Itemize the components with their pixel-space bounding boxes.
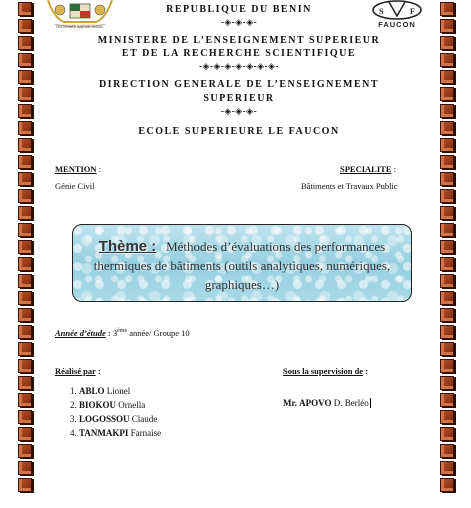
annee-label: Année d’étude [55,328,106,338]
supervisor-first-name: D. Berléo [333,398,369,408]
brick-ornament [18,121,32,135]
list-item [70,398,161,412]
direction-separator: -◈-◈-◈- [220,106,258,116]
brick-ornament [440,223,454,237]
supervisor-name [283,398,371,408]
student-last-name: BIOKOU [79,400,117,410]
brick-ornament [440,291,454,305]
brick-ornament [440,121,454,135]
brick-ornament [440,257,454,271]
coat-of-arms-motto: FRATERNITE JUSTICE TRAVAIL [56,25,104,29]
student-number: 4. [70,428,77,438]
brick-ornament [440,359,454,373]
theme-text: Méthodes d’évaluations des performances thermiques de bâtiments (outils analytiques, numériques, graphiques…) [93,239,391,292]
country-separator: -◈-◈-◈- [220,17,258,27]
supervision-label: Sous la supervision de [283,366,364,376]
realise-label: Réalisé par [55,366,96,376]
brick-ornament [440,206,454,220]
brick-ornament [18,359,32,373]
brick-ornament [440,19,454,33]
brick-ornament [440,240,454,254]
student-first-name: Lionel [106,386,131,396]
brick-ornament [18,53,32,67]
brick-ornament [18,291,32,305]
list-item [70,384,161,398]
brick-ornament [18,274,32,288]
student-last-name: TANMAKPI [79,428,129,438]
mention-heading [55,164,101,174]
ministry-line-1: MINISTERE DE L’ENSEIGNEMENT SUPERIEUR [97,35,381,46]
list-item [70,412,161,426]
annee-num: 3 [112,328,118,338]
text-cursor [370,398,371,408]
brick-ornament [440,36,454,50]
brick-ornament [440,87,454,101]
student-first-name: Farnaise [130,428,162,438]
brick-ornament [18,36,32,50]
brick-ornament [18,104,32,118]
brick-ornament [18,393,32,407]
brick-ornament [18,155,32,169]
ministry-separator: -◈-◈-◈-◈-◈-◈-◈- [199,61,279,71]
mention-label: MENTION [55,164,97,174]
brick-ornament [440,478,454,492]
brick-ornament [440,393,454,407]
logo-name: FAUCON [378,20,416,29]
school-name: ECOLE SUPERIEURE LE FAUCON [138,126,340,137]
student-number: 3. [70,414,77,424]
realise-heading [55,366,101,376]
brick-ornament [440,172,454,186]
student-first-name: Ornella [118,400,146,410]
brick-ornament [18,342,32,356]
brick-ornament [18,189,32,203]
brick-ornament [18,427,32,441]
brick-ornament [440,274,454,288]
theme-box [72,224,412,302]
brick-ornament [440,104,454,118]
ministry-line-2: ET DE LA RECHERCHE SCIENTIFIQUE [121,48,357,59]
supervision-sep: : [363,366,369,376]
brick-ornament [18,87,32,101]
brick-ornament [18,308,32,322]
right-decorative-border [440,0,458,508]
brick-ornament [440,189,454,203]
brick-ornament [18,376,32,390]
brick-ornament [18,70,32,84]
logo-letter-s: S [379,7,384,16]
brick-ornament [440,410,454,424]
supervisor-title: Mr. [283,398,297,408]
brick-ornament [18,172,32,186]
brick-ornament [18,223,32,237]
brick-ornament [440,308,454,322]
brick-ornament [440,138,454,152]
brick-ornament [18,410,32,424]
specialite-value: Bâtiments et Travaux Public [301,181,398,191]
supervision-heading [283,366,368,376]
specialite-heading [340,164,396,174]
brick-ornament [440,376,454,390]
student-last-name: LOGOSSOU [79,414,130,424]
brick-ornament [18,461,32,475]
brick-ornament [18,240,32,254]
brick-ornament [18,444,32,458]
student-first-name: Claude [131,414,158,424]
student-number: 2. [70,400,77,410]
specialite-sep: : [391,164,396,174]
specialite-label: SPECIALITE [340,164,392,174]
brick-ornament [440,427,454,441]
realise-sep: : [95,366,101,376]
direction-line-2: SUPERIEUR [203,93,275,104]
left-decorative-border [18,0,36,508]
brick-ornament [440,461,454,475]
theme-label: Thème : [98,238,157,255]
annee-sep: : [105,328,113,338]
annee-rest: année/ Groupe 10 [127,328,190,338]
brick-ornament [18,138,32,152]
brick-ornament [440,2,454,16]
brick-ornament [18,19,32,33]
brick-ornament [440,155,454,169]
list-item [70,426,161,440]
country-title: REPUBLIQUE DU BENIN [166,4,312,15]
student-last-name: ABLO [79,386,105,396]
brick-ornament [440,342,454,356]
supervisor-last-name: APOVO [299,398,332,408]
brick-ornament [18,478,32,492]
brick-ornament [18,325,32,339]
logo-letter-f: F [410,7,415,16]
brick-ornament [440,70,454,84]
mention-value: Génie Civil [55,181,95,191]
annee-etude [55,328,190,338]
brick-ornament [18,2,32,16]
brick-ornament [18,206,32,220]
brick-ornament [440,325,454,339]
brick-ornament [18,257,32,271]
annee-sup: ème [117,328,128,335]
brick-ornament [440,53,454,67]
student-number: 1. [70,386,77,396]
mention-sep: : [96,164,102,174]
brick-ornament [440,444,454,458]
students-list [70,384,161,440]
direction-line-1: DIRECTION GENERALE DE L’ENSEIGNEMENT [98,79,380,90]
